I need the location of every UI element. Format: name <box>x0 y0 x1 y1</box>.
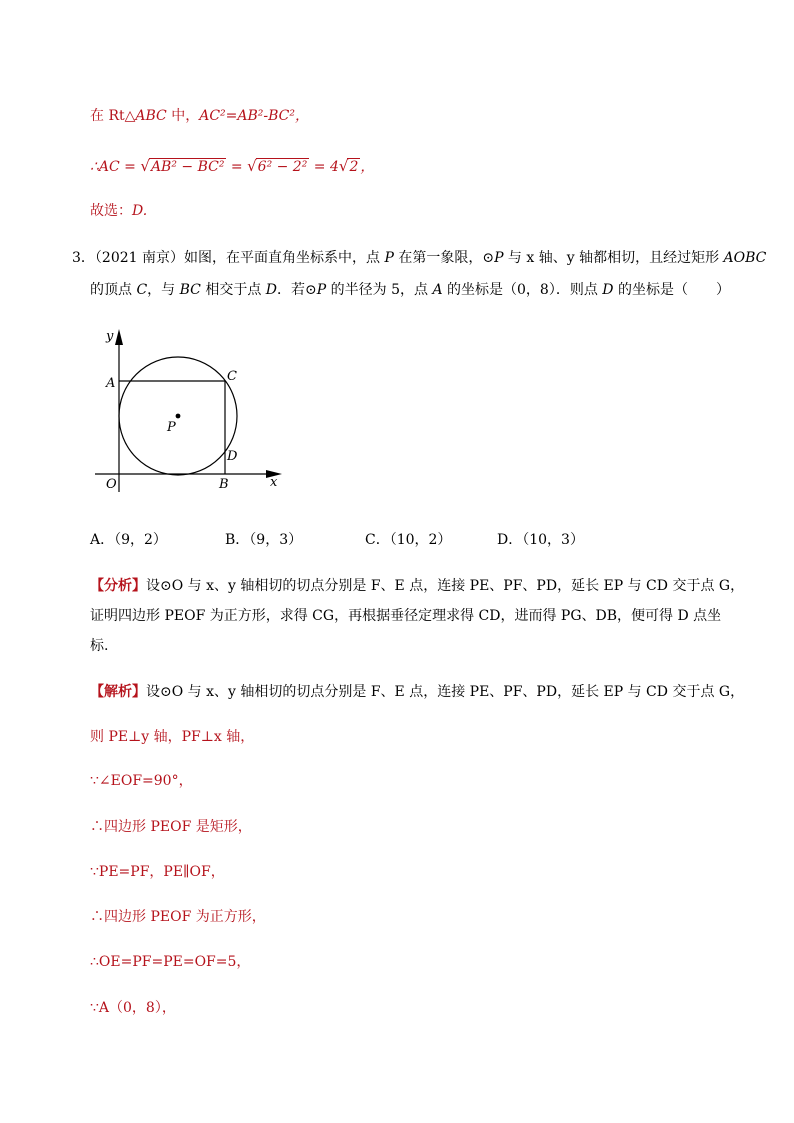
question-number: 3． <box>72 250 95 266</box>
question2-text-c: ，与 <box>147 282 180 298</box>
label-d: D <box>227 449 238 464</box>
question2-text-d: BC <box>179 282 201 298</box>
text-choose: 故选： <box>90 203 132 219</box>
radical-sign-2: √ <box>247 157 257 175</box>
question2-text-e: 相交于点 <box>200 282 266 298</box>
question-text-e: 与 x 轴、y 轴都相切，且经过矩形 <box>503 250 724 266</box>
analysis-line-1 <box>90 576 744 596</box>
question2-text-j: A <box>432 282 443 298</box>
question2-text-b: C <box>136 282 148 298</box>
option-b: B．（9，3） <box>225 532 303 548</box>
text-pythagoras: AC²=AB²-BC²， <box>199 108 309 124</box>
text-comma: ， <box>360 159 375 175</box>
text-result: = 4 <box>309 159 339 175</box>
radicand-1: AB² − BC² <box>150 159 225 175</box>
text-ac-equals: ∴AC = <box>90 159 141 175</box>
label-p: P <box>167 420 176 435</box>
question2-text-a: 的顶点 <box>90 282 137 298</box>
solution-text-3: ∵∠EOF=90°， <box>90 773 193 789</box>
solution-line-1 <box>90 682 744 702</box>
question-text-d: P <box>494 250 504 266</box>
analysis-text-3: 标. <box>90 638 109 654</box>
solution-text-4: ∴四边形 PEOF 是矩形， <box>90 819 252 835</box>
text-in: 中， <box>166 108 200 124</box>
question2-text-l: D <box>602 282 614 298</box>
option-c: C．（10，2） <box>365 532 452 548</box>
solution-text-8: ∵A（0，8）， <box>90 1000 176 1016</box>
question-text-a: （2021 南京）如图，在平面直角坐标系中，点 <box>94 250 385 266</box>
question2-text-m: 的坐标是（ ） <box>613 282 730 298</box>
radical-sign-3: √ <box>338 157 349 175</box>
question2-text-f: D <box>265 282 278 298</box>
text-answer-d: D. <box>132 203 148 219</box>
question2-text-h: P <box>316 282 327 298</box>
analysis-text-2: 证明四边形 PEOF 为正方形，求得 CG，再根据垂径定理求得 CD，进而得 PG、DB，便可得 D 点坐 <box>90 608 722 624</box>
label-y: y <box>106 329 114 344</box>
label-a: A <box>106 376 116 391</box>
analysis-text-1: 设⊙O 与 x、y 轴相切的切点分别是 F、E 点，连接 PE、PF、PD，延长 EP 与 CD 交于点 G， <box>146 578 745 594</box>
radicand-2: 6² − 2² <box>257 159 308 175</box>
question2-text-k: 的坐标是（0，8）．则点 <box>442 282 603 298</box>
solution-text-1: 设⊙O 与 x、y 轴相切的切点分别是 F、E 点，连接 PE、PF、PD，延长 EP 与 CD 交于点 G， <box>146 684 745 700</box>
solution-tag: 【解析】 <box>90 684 146 700</box>
label-o: O <box>106 477 117 492</box>
solution-text-2: 则 PE⊥y 轴，PF⊥x 轴， <box>90 729 255 745</box>
label-b: B <box>219 477 229 492</box>
solution-text-7: ∴OE=PF=PE=OF=5， <box>90 954 251 970</box>
point-p-dot <box>176 414 181 419</box>
question2-text-i: 的半径为 5，点 <box>326 282 433 298</box>
question-text-f: AOBC <box>723 250 767 266</box>
question-text-c: 在第一象限，⊙ <box>393 250 495 266</box>
text-rt-triangle: 在 Rt△ <box>90 108 136 124</box>
solution-text-5: ∵PE=PF，PE∥OF， <box>90 864 225 880</box>
radical-sign-1: √ <box>140 157 150 175</box>
option-d: D．（10，3） <box>497 532 584 548</box>
y-axis-arrow <box>115 329 123 345</box>
analysis-tag: 【分析】 <box>90 578 146 594</box>
solution-text-6: ∴四边形 PEOF 为正方形， <box>90 909 266 925</box>
text-abc: ABC <box>135 108 167 124</box>
label-c: C <box>227 369 237 384</box>
label-x: x <box>270 475 278 490</box>
text-equals: = <box>226 159 248 175</box>
option-a: A．（9，2） <box>90 532 167 548</box>
question-text-b: P <box>384 250 394 266</box>
radicand-3: 2 <box>349 159 359 175</box>
question2-text-g: ．若⊙ <box>277 282 317 298</box>
